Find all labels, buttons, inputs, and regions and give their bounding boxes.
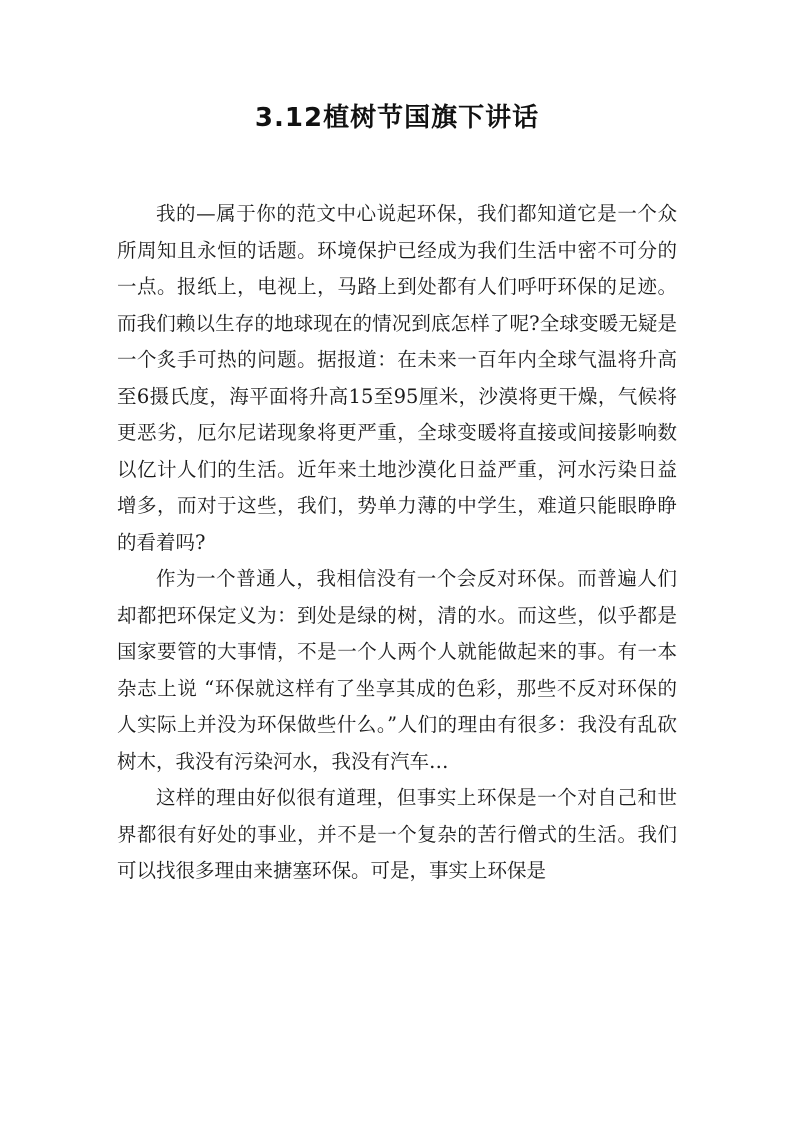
paragraph: 我的—属于你的范文中心说起环保，我们都知道它是一个众所周知且永恒的话题。环境保护已经成为我们生活中密不可分的一点。报纸上，电视上，马路上到处都有人们呼吁环保的足迹。而我们赖以生存的地球现在的情况到底怎样了呢?全球变暖无疑是一个炙手可热的问题。据报道：在未来一百年内全球气温将升高至6摄氏度，海平面将升高15至95厘米，沙漠将更干燥，气候将更恶劣，厄尔尼诺现象将更严重，全球变暖将直接或间接影响数以亿计人们的生活。近年来土地沙漠化日益严重，河水污染日益增多，而对于这些，我们，势单力薄的中学生，难道只能眼睁睁的看着吗?: [117, 202, 677, 554]
document-body: [117, 196, 677, 890]
paragraph: 这样的理由好似很有道理，但事实上环保是一个对自己和世界都很有好处的事业，并不是一个复杂的苦行僧式的生活。我们可以找很多理由来搪塞环保。可是，事实上环保是: [117, 786, 677, 882]
paragraph: 作为一个普通人，我相信没有一个会反对环保。而普遍人们却都把环保定义为：到处是绿的树，清的水。而这些，似乎都是国家要管的大事情，不是一个人两个人就能做起来的事。有一本杂志上说 “环保就这样有了坐享其成的色彩，那些不反对环保的人实际上并没为环保做些什么。”人们的理由有很多：我没有乱砍树木，我没有污染河水，我没有汽车…: [117, 567, 677, 773]
document-title: 3.12植树节国旗下讲话: [254, 103, 540, 133]
